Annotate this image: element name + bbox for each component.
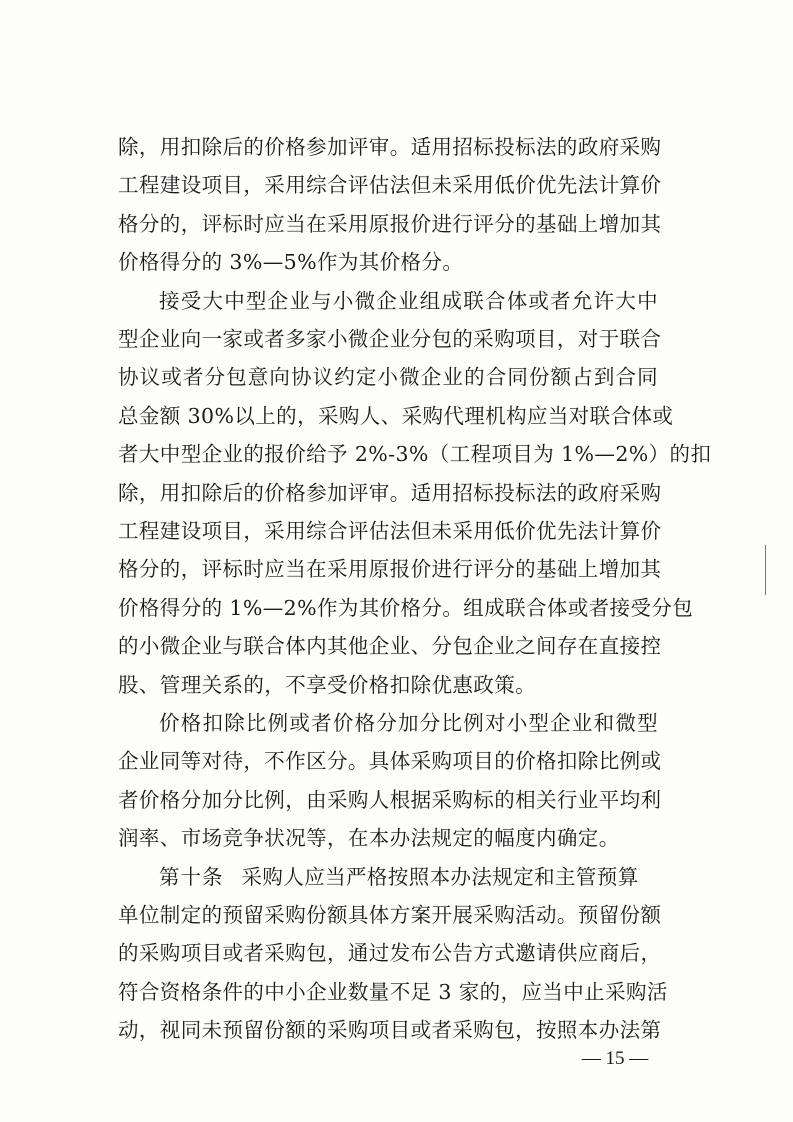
text-line: 者大中型企业的报价给予 2%-3%（工程项目为 1%—2%）的扣 bbox=[118, 442, 712, 467]
scan-edge-mark bbox=[765, 545, 766, 595]
text-line: 价格得分的 1%—2%作为其价格分。组成联合体或者接受分包 bbox=[118, 595, 694, 620]
text-line: 除，用扣除后的价格参加评审。适用招标投标法的政府采购 bbox=[118, 480, 662, 505]
text-line: 工程建设项目，采用综合评估法但未采用低价优先法计算价 bbox=[118, 173, 662, 198]
article-label: 第十条 bbox=[159, 864, 224, 889]
text-line: 润率、市场竞争状况等，在本办法规定的幅度内确定。 bbox=[118, 826, 620, 851]
text-line: 动，视同未预留份额的采购项目或者采购包，按照本办法第 bbox=[118, 1018, 662, 1043]
text-line: 总金额 30%以上的，采购人、采购代理机构应当对联合体或 bbox=[118, 403, 674, 428]
paragraph-first-line: 价格扣除比例或者价格分加分比例对小型企业和微型 bbox=[159, 711, 658, 735]
text-line: 的小微企业与联合体内其他企业、分包企业之间存在直接控 bbox=[118, 634, 662, 659]
text-line: 协议或者分包意向协议约定小微企业的合同份额占到合同 bbox=[118, 365, 658, 390]
paragraph-first-line: 接受大中型企业与小微企业组成联合体或者允许大中 bbox=[159, 288, 658, 313]
text-line: 企业同等对待，不作区分。具体采购项目的价格扣除比例或 bbox=[118, 749, 662, 774]
text-line: 工程建设项目，采用综合评估法但未采用低价优先法计算价 bbox=[118, 519, 662, 543]
text-line: 股、管理关系的，不享受价格扣除优惠政策。 bbox=[118, 672, 536, 697]
text-line: 单位制定的预留采购份额具体方案开展采购活动。预留份额 bbox=[118, 903, 662, 927]
text-line: 格分的，评标时应当在采用原报价进行评分的基础上增加其 bbox=[118, 557, 662, 582]
article-first-line bbox=[159, 857, 658, 897]
text-line: 格分的，评标时应当在采用原报价进行评分的基础上增加其 bbox=[118, 211, 662, 236]
text-line: 符合资格条件的中小企业数量不足 3 家的，应当中止采购活 bbox=[118, 979, 668, 1004]
text-line: 的采购项目或者采购包，通过发布公告方式邀请供应商后， bbox=[118, 941, 662, 966]
text-line: 型企业向一家或者多家小微企业分包的采购项目，对于联合 bbox=[118, 327, 662, 351]
article-text: 采购人应当严格按照本办法规定和主管预算 bbox=[241, 864, 639, 889]
text-line: 除，用扣除后的价格参加评审。适用招标投标法的政府采购 bbox=[118, 135, 662, 159]
text-line: 者价格分加分比例，由采购人根据采购标的相关行业平均利 bbox=[118, 787, 662, 812]
text-line: 价格得分的 3%—5%作为其价格分。 bbox=[118, 250, 464, 275]
page-number: — 15 — bbox=[581, 1048, 649, 1069]
